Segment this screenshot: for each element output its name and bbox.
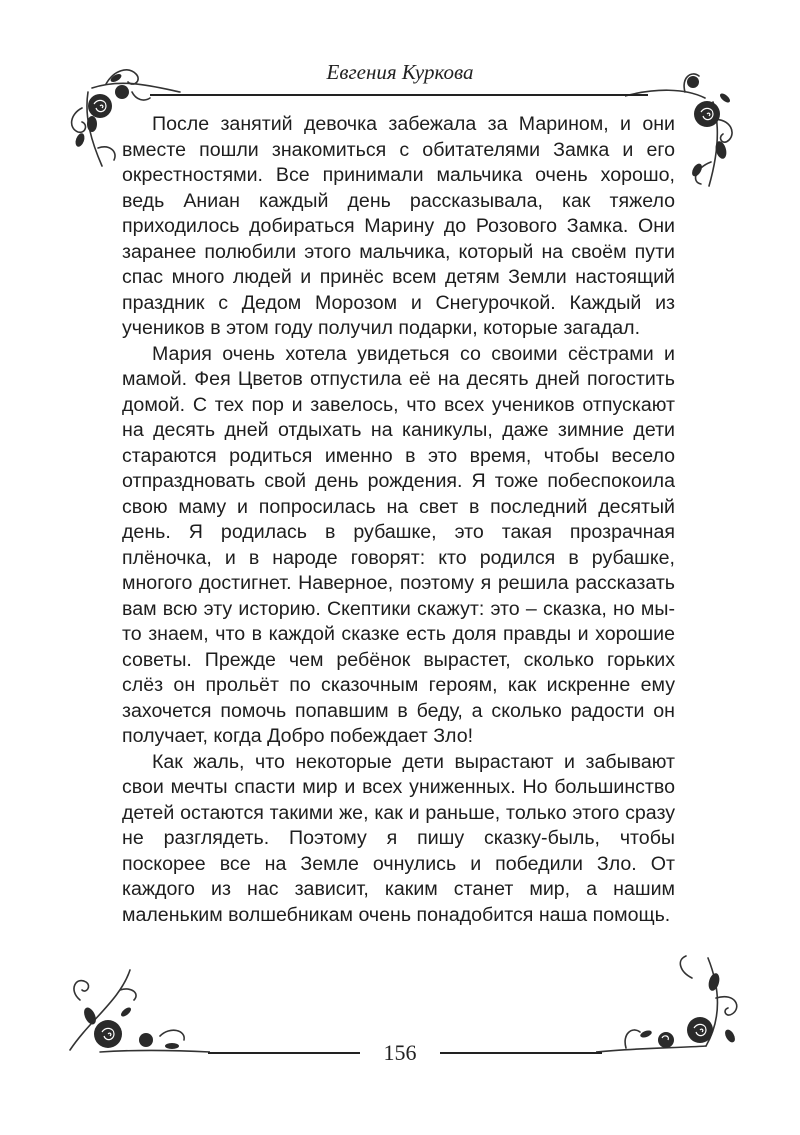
running-header-author: Евгения Куркова (326, 60, 474, 84)
paragraph: Как жаль, что некоторые дети вырастают и забывают свои мечты спасти мир и всех униженных. Но большинство детей остаются такими же, как и раньше, только этого сразу не разглядеть. Поэтому я пишу сказку-быль, чтобы поскорее все на Земле очнулись и победили Зло. От каждого из нас зависит, каким станет мир, а нашим маленьким волшебникам очень понадобится наша помощь. (122, 750, 675, 926)
body-text (122, 112, 675, 928)
page-number: 156 (383, 1040, 417, 1065)
paragraph: Мария очень хотела увидеться со своими сёстрами и мамой. Фея Цветов отпустила её на десять дней погостить домой. С тех пор и завелось, что всех учеников отпускают на десять дней отдыхать на каникулы, даже зимние дети стараются родиться именно в это время, чтобы весело отпраздновать свой день рождения. Я тоже побеспокоила свою маму и попросилась на свет в последний десятый день. Я родилась в рубашке, это такая прозрачная плёночка, и в народе говорят: кто родился в рубашке, многого достигнет. Наверное, поэтому я решила рассказать вам всю эту историю. Скептики скажут: это – сказка, но мы-то знаем, что в каждой сказке есть доля правды и хорошие советы. Прежде чем ребёнок вырастет, сколько горьких слёз он прольёт по сказочным героям, как искренне ему захочется помочь попавшим в беду, а сколько радости он получает, когда Добро побеждает Зло! (122, 342, 675, 747)
paragraph: После занятий девочка забежала за Марином, и они вместе пошли знакомиться с обитателями Замка и его окрестностями. Все принимали мальчика очень хорошо, ведь Аниан каждый день рассказывала, как тяжело приходилось добираться Марину до Розового Замка. Они заранее полюбили этого мальчика, который на своём пути спас много людей и принёс всем детям Земли настоящий праздник с Дедом Морозом и Снегурочкой. Каждый из учеников в этом году получил подарки, которые загадал. (122, 113, 675, 339)
header-rule (150, 94, 648, 96)
